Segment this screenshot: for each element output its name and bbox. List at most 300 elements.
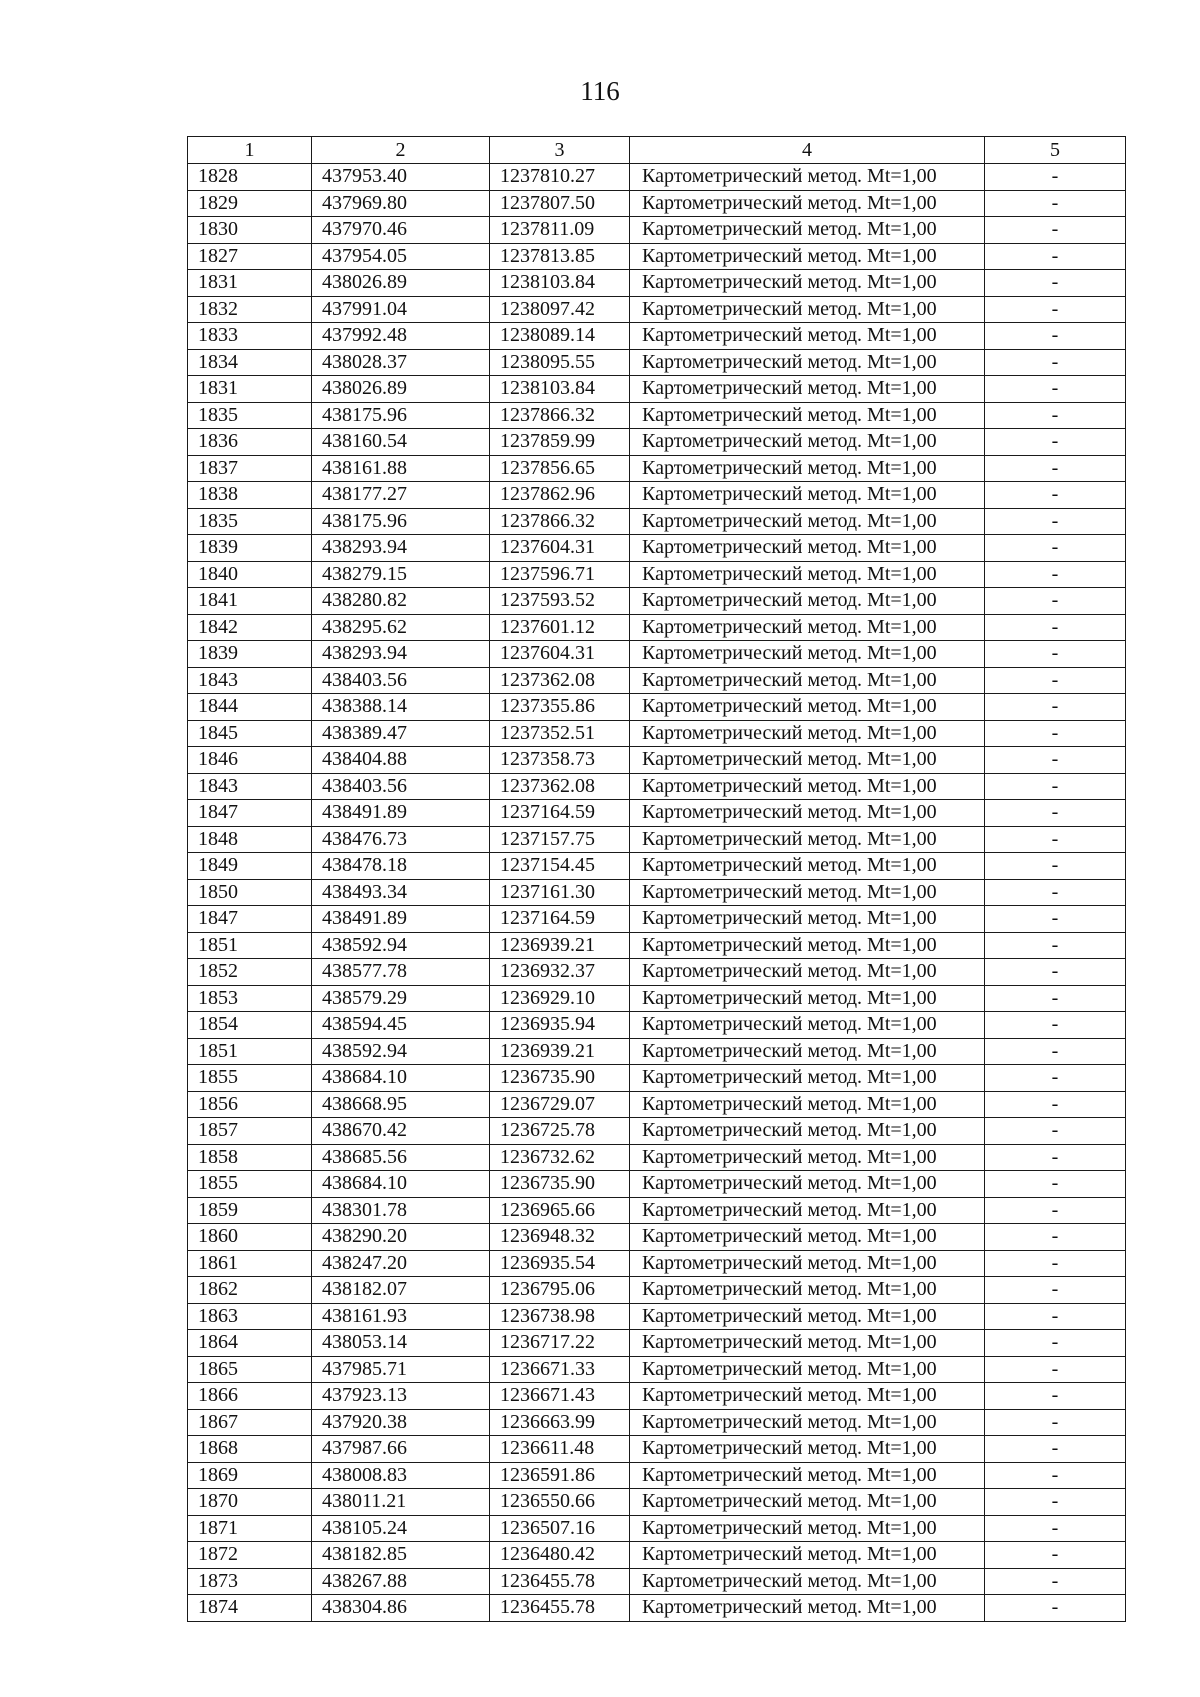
point-number-cell: 1842 [188, 614, 312, 641]
y-coordinate-cell: 1236455.78 [490, 1568, 630, 1595]
method-cell: Картометрический метод. Mt=1,00 [630, 879, 985, 906]
table-row [188, 1515, 1126, 1542]
x-coordinate-cell: 438008.83 [312, 1462, 490, 1489]
y-coordinate-cell: 1236939.21 [490, 932, 630, 959]
y-coordinate-cell: 1237355.86 [490, 694, 630, 721]
point-number-cell: 1869 [188, 1462, 312, 1489]
method-cell: Картометрический метод. Mt=1,00 [630, 1409, 985, 1436]
note-cell: - [985, 1038, 1126, 1065]
point-number-cell: 1833 [188, 323, 312, 350]
note-cell: - [985, 1383, 1126, 1410]
y-coordinate-cell: 1236935.54 [490, 1250, 630, 1277]
point-number-cell: 1860 [188, 1224, 312, 1251]
point-number-cell: 1852 [188, 959, 312, 986]
note-cell: - [985, 164, 1126, 191]
y-coordinate-cell: 1238089.14 [490, 323, 630, 350]
x-coordinate-cell: 438476.73 [312, 826, 490, 853]
x-coordinate-cell: 438011.21 [312, 1489, 490, 1516]
y-coordinate-cell: 1238103.84 [490, 376, 630, 403]
x-coordinate-cell: 438026.89 [312, 270, 490, 297]
x-coordinate-cell: 438592.94 [312, 932, 490, 959]
x-coordinate-cell: 438493.34 [312, 879, 490, 906]
note-cell: - [985, 1595, 1126, 1622]
method-cell: Картометрический метод. Mt=1,00 [630, 1012, 985, 1039]
x-coordinate-cell: 438478.18 [312, 853, 490, 880]
x-coordinate-cell: 437969.80 [312, 190, 490, 217]
y-coordinate-cell: 1236948.32 [490, 1224, 630, 1251]
point-number-cell: 1837 [188, 455, 312, 482]
y-coordinate-cell: 1236507.16 [490, 1515, 630, 1542]
note-cell: - [985, 349, 1126, 376]
x-coordinate-cell: 438293.94 [312, 641, 490, 668]
method-cell: Картометрический метод. Mt=1,00 [630, 1197, 985, 1224]
point-number-cell: 1847 [188, 800, 312, 827]
point-number-cell: 1835 [188, 402, 312, 429]
method-cell: Картометрический метод. Mt=1,00 [630, 1303, 985, 1330]
note-cell: - [985, 1091, 1126, 1118]
x-coordinate-cell: 438279.15 [312, 561, 490, 588]
y-coordinate-cell: 1237164.59 [490, 906, 630, 933]
header-col-3: 3 [490, 137, 630, 164]
table-row [188, 1012, 1126, 1039]
x-coordinate-cell: 438491.89 [312, 906, 490, 933]
table-row [188, 1330, 1126, 1357]
note-cell: - [985, 535, 1126, 562]
note-cell: - [985, 1568, 1126, 1595]
x-coordinate-cell: 438577.78 [312, 959, 490, 986]
x-coordinate-cell: 438304.86 [312, 1595, 490, 1622]
note-cell: - [985, 1277, 1126, 1304]
table-row [188, 376, 1126, 403]
y-coordinate-cell: 1236663.99 [490, 1409, 630, 1436]
note-cell: - [985, 641, 1126, 668]
method-cell: Картометрический метод. Mt=1,00 [630, 1568, 985, 1595]
y-coordinate-cell: 1236732.62 [490, 1144, 630, 1171]
y-coordinate-cell: 1238095.55 [490, 349, 630, 376]
method-cell: Картометрический метод. Mt=1,00 [630, 1383, 985, 1410]
point-number-cell: 1846 [188, 747, 312, 774]
table-row [188, 1197, 1126, 1224]
y-coordinate-cell: 1236455.78 [490, 1595, 630, 1622]
y-coordinate-cell: 1236929.10 [490, 985, 630, 1012]
table-row [188, 1542, 1126, 1569]
point-number-cell: 1843 [188, 667, 312, 694]
y-coordinate-cell: 1236735.90 [490, 1171, 630, 1198]
table-row [188, 720, 1126, 747]
method-cell: Картометрический метод. Mt=1,00 [630, 376, 985, 403]
method-cell: Картометрический метод. Mt=1,00 [630, 243, 985, 270]
y-coordinate-cell: 1237593.52 [490, 588, 630, 615]
x-coordinate-cell: 438267.88 [312, 1568, 490, 1595]
y-coordinate-cell: 1236965.66 [490, 1197, 630, 1224]
note-cell: - [985, 773, 1126, 800]
note-cell: - [985, 1118, 1126, 1145]
table-row [188, 985, 1126, 1012]
x-coordinate-cell: 438028.37 [312, 349, 490, 376]
note-cell: - [985, 959, 1126, 986]
y-coordinate-cell: 1236611.48 [490, 1436, 630, 1463]
method-cell: Картометрический метод. Mt=1,00 [630, 1065, 985, 1092]
point-number-cell: 1840 [188, 561, 312, 588]
y-coordinate-cell: 1238097.42 [490, 296, 630, 323]
y-coordinate-cell: 1237811.09 [490, 217, 630, 244]
page-number: 116 [580, 76, 620, 106]
header-col-4: 4 [630, 137, 985, 164]
method-cell: Картометрический метод. Mt=1,00 [630, 773, 985, 800]
table-row [188, 1224, 1126, 1251]
note-cell: - [985, 1489, 1126, 1516]
method-cell: Картометрический метод. Mt=1,00 [630, 296, 985, 323]
table-row [188, 243, 1126, 270]
x-coordinate-cell: 438403.56 [312, 667, 490, 694]
point-number-cell: 1844 [188, 694, 312, 721]
x-coordinate-cell: 438290.20 [312, 1224, 490, 1251]
table-row [188, 588, 1126, 615]
method-cell: Картометрический метод. Mt=1,00 [630, 1171, 985, 1198]
table-row [188, 747, 1126, 774]
method-cell: Картометрический метод. Mt=1,00 [630, 270, 985, 297]
point-number-cell: 1836 [188, 429, 312, 456]
x-coordinate-cell: 438161.88 [312, 455, 490, 482]
y-coordinate-cell: 1236550.66 [490, 1489, 630, 1516]
note-cell: - [985, 1542, 1126, 1569]
table-row [188, 561, 1126, 588]
note-cell: - [985, 826, 1126, 853]
x-coordinate-cell: 438295.62 [312, 614, 490, 641]
point-number-cell: 1841 [188, 588, 312, 615]
point-number-cell: 1873 [188, 1568, 312, 1595]
y-coordinate-cell: 1237601.12 [490, 614, 630, 641]
y-coordinate-cell: 1237604.31 [490, 535, 630, 562]
method-cell: Картометрический метод. Mt=1,00 [630, 1118, 985, 1145]
point-number-cell: 1855 [188, 1171, 312, 1198]
point-number-cell: 1839 [188, 535, 312, 562]
note-cell: - [985, 482, 1126, 509]
point-number-cell: 1863 [188, 1303, 312, 1330]
y-coordinate-cell: 1236935.94 [490, 1012, 630, 1039]
table-body [188, 164, 1126, 1622]
table-row [188, 164, 1126, 191]
point-number-cell: 1827 [188, 243, 312, 270]
x-coordinate-cell: 438247.20 [312, 1250, 490, 1277]
point-number-cell: 1865 [188, 1356, 312, 1383]
x-coordinate-cell: 438594.45 [312, 1012, 490, 1039]
y-coordinate-cell: 1237866.32 [490, 508, 630, 535]
method-cell: Картометрический метод. Mt=1,00 [630, 1356, 985, 1383]
table-row [188, 694, 1126, 721]
x-coordinate-cell: 438684.10 [312, 1065, 490, 1092]
point-number-cell: 1831 [188, 270, 312, 297]
table-row [188, 482, 1126, 509]
note-cell: - [985, 1515, 1126, 1542]
point-number-cell: 1849 [188, 853, 312, 880]
x-coordinate-cell: 437987.66 [312, 1436, 490, 1463]
note-cell: - [985, 376, 1126, 403]
point-number-cell: 1862 [188, 1277, 312, 1304]
y-coordinate-cell: 1236480.42 [490, 1542, 630, 1569]
table-row [188, 217, 1126, 244]
x-coordinate-cell: 438388.14 [312, 694, 490, 721]
table-row [188, 1118, 1126, 1145]
method-cell: Картометрический метод. Mt=1,00 [630, 1330, 985, 1357]
method-cell: Картометрический метод. Mt=1,00 [630, 588, 985, 615]
x-coordinate-cell: 438685.56 [312, 1144, 490, 1171]
x-coordinate-cell: 438579.29 [312, 985, 490, 1012]
point-number-cell: 1854 [188, 1012, 312, 1039]
point-number-cell: 1857 [188, 1118, 312, 1145]
table-row [188, 906, 1126, 933]
table-row [188, 190, 1126, 217]
y-coordinate-cell: 1236725.78 [490, 1118, 630, 1145]
method-cell: Картометрический метод. Mt=1,00 [630, 164, 985, 191]
table-row [188, 826, 1126, 853]
x-coordinate-cell: 437985.71 [312, 1356, 490, 1383]
method-cell: Картометрический метод. Mt=1,00 [630, 959, 985, 986]
point-number-cell: 1853 [188, 985, 312, 1012]
x-coordinate-cell: 438160.54 [312, 429, 490, 456]
table-row [188, 932, 1126, 959]
note-cell: - [985, 508, 1126, 535]
method-cell: Картометрический метод. Mt=1,00 [630, 826, 985, 853]
point-number-cell: 1864 [188, 1330, 312, 1357]
table-row [188, 349, 1126, 376]
table-row [188, 535, 1126, 562]
point-number-cell: 1829 [188, 190, 312, 217]
point-number-cell: 1850 [188, 879, 312, 906]
method-cell: Картометрический метод. Mt=1,00 [630, 720, 985, 747]
y-coordinate-cell: 1237807.50 [490, 190, 630, 217]
method-cell: Картометрический метод. Mt=1,00 [630, 1144, 985, 1171]
x-coordinate-cell: 438389.47 [312, 720, 490, 747]
method-cell: Картометрический метод. Mt=1,00 [630, 985, 985, 1012]
method-cell: Картометрический метод. Mt=1,00 [630, 906, 985, 933]
table-row [188, 296, 1126, 323]
note-cell: - [985, 906, 1126, 933]
x-coordinate-cell: 438105.24 [312, 1515, 490, 1542]
x-coordinate-cell: 438670.42 [312, 1118, 490, 1145]
method-cell: Картометрический метод. Mt=1,00 [630, 1277, 985, 1304]
y-coordinate-cell: 1237362.08 [490, 667, 630, 694]
note-cell: - [985, 800, 1126, 827]
y-coordinate-cell: 1236735.90 [490, 1065, 630, 1092]
x-coordinate-cell: 438182.85 [312, 1542, 490, 1569]
table-row [188, 614, 1126, 641]
table-row [188, 800, 1126, 827]
method-cell: Картометрический метод. Mt=1,00 [630, 508, 985, 535]
note-cell: - [985, 747, 1126, 774]
method-cell: Картометрический метод. Mt=1,00 [630, 323, 985, 350]
point-number-cell: 1868 [188, 1436, 312, 1463]
table-row [188, 959, 1126, 986]
point-number-cell: 1866 [188, 1383, 312, 1410]
x-coordinate-cell: 437970.46 [312, 217, 490, 244]
y-coordinate-cell: 1237161.30 [490, 879, 630, 906]
table-row [188, 323, 1126, 350]
table-row [188, 508, 1126, 535]
note-cell: - [985, 985, 1126, 1012]
note-cell: - [985, 1144, 1126, 1171]
y-coordinate-cell: 1237596.71 [490, 561, 630, 588]
method-cell: Картометрический метод. Mt=1,00 [630, 1595, 985, 1622]
point-number-cell: 1830 [188, 217, 312, 244]
method-cell: Картометрический метод. Mt=1,00 [630, 217, 985, 244]
point-number-cell: 1832 [188, 296, 312, 323]
note-cell: - [985, 1436, 1126, 1463]
table-row [188, 1038, 1126, 1065]
note-cell: - [985, 296, 1126, 323]
point-number-cell: 1834 [188, 349, 312, 376]
table-row [188, 773, 1126, 800]
table-row [188, 1091, 1126, 1118]
x-coordinate-cell: 438301.78 [312, 1197, 490, 1224]
method-cell: Картометрический метод. Mt=1,00 [630, 641, 985, 668]
note-cell: - [985, 879, 1126, 906]
method-cell: Картометрический метод. Mt=1,00 [630, 482, 985, 509]
x-coordinate-cell: 437954.05 [312, 243, 490, 270]
x-coordinate-cell: 438053.14 [312, 1330, 490, 1357]
note-cell: - [985, 1250, 1126, 1277]
table-row [188, 1489, 1126, 1516]
table-row [188, 1250, 1126, 1277]
point-number-cell: 1838 [188, 482, 312, 509]
point-number-cell: 1872 [188, 1542, 312, 1569]
method-cell: Картометрический метод. Mt=1,00 [630, 1462, 985, 1489]
point-number-cell: 1858 [188, 1144, 312, 1171]
note-cell: - [985, 1303, 1126, 1330]
y-coordinate-cell: 1236729.07 [490, 1091, 630, 1118]
method-cell: Картометрический метод. Mt=1,00 [630, 455, 985, 482]
y-coordinate-cell: 1237813.85 [490, 243, 630, 270]
x-coordinate-cell: 438177.27 [312, 482, 490, 509]
table-row [188, 402, 1126, 429]
table-row [188, 1383, 1126, 1410]
x-coordinate-cell: 437991.04 [312, 296, 490, 323]
note-cell: - [985, 1012, 1126, 1039]
method-cell: Картометрический метод. Mt=1,00 [630, 402, 985, 429]
note-cell: - [985, 217, 1126, 244]
note-cell: - [985, 1065, 1126, 1092]
y-coordinate-cell: 1237157.75 [490, 826, 630, 853]
note-cell: - [985, 588, 1126, 615]
x-coordinate-cell: 437920.38 [312, 1409, 490, 1436]
point-number-cell: 1874 [188, 1595, 312, 1622]
y-coordinate-cell: 1237866.32 [490, 402, 630, 429]
point-number-cell: 1835 [188, 508, 312, 535]
table-row [188, 1436, 1126, 1463]
y-coordinate-cell: 1236738.98 [490, 1303, 630, 1330]
coordinates-table [187, 136, 1126, 1622]
note-cell: - [985, 1171, 1126, 1198]
x-coordinate-cell: 437992.48 [312, 323, 490, 350]
note-cell: - [985, 190, 1126, 217]
note-cell: - [985, 1197, 1126, 1224]
table-row [188, 853, 1126, 880]
x-coordinate-cell: 438491.89 [312, 800, 490, 827]
point-number-cell: 1845 [188, 720, 312, 747]
method-cell: Картометрический метод. Mt=1,00 [630, 1250, 985, 1277]
note-cell: - [985, 1409, 1126, 1436]
table-row [188, 1303, 1126, 1330]
table-row [188, 1568, 1126, 1595]
note-cell: - [985, 1330, 1126, 1357]
table-row [188, 641, 1126, 668]
note-cell: - [985, 243, 1126, 270]
method-cell: Картометрический метод. Mt=1,00 [630, 853, 985, 880]
point-number-cell: 1839 [188, 641, 312, 668]
method-cell: Картометрический метод. Mt=1,00 [630, 429, 985, 456]
method-cell: Картометрический метод. Mt=1,00 [630, 1489, 985, 1516]
x-coordinate-cell: 438592.94 [312, 1038, 490, 1065]
point-number-cell: 1859 [188, 1197, 312, 1224]
note-cell: - [985, 1356, 1126, 1383]
note-cell: - [985, 1462, 1126, 1489]
note-cell: - [985, 561, 1126, 588]
x-coordinate-cell: 438293.94 [312, 535, 490, 562]
x-coordinate-cell: 437923.13 [312, 1383, 490, 1410]
y-coordinate-cell: 1237862.96 [490, 482, 630, 509]
method-cell: Картометрический метод. Mt=1,00 [630, 932, 985, 959]
point-number-cell: 1848 [188, 826, 312, 853]
method-cell: Картометрический метод. Mt=1,00 [630, 747, 985, 774]
table-row [188, 1595, 1126, 1622]
table-row [188, 455, 1126, 482]
method-cell: Картометрический метод. Mt=1,00 [630, 535, 985, 562]
note-cell: - [985, 853, 1126, 880]
note-cell: - [985, 429, 1126, 456]
method-cell: Картометрический метод. Mt=1,00 [630, 800, 985, 827]
method-cell: Картометрический метод. Mt=1,00 [630, 1436, 985, 1463]
note-cell: - [985, 323, 1126, 350]
table-row [188, 1065, 1126, 1092]
point-number-cell: 1855 [188, 1065, 312, 1092]
y-coordinate-cell: 1237164.59 [490, 800, 630, 827]
y-coordinate-cell: 1237604.31 [490, 641, 630, 668]
note-cell: - [985, 455, 1126, 482]
table-row [188, 1171, 1126, 1198]
table-header-row [188, 137, 1126, 164]
method-cell: Картометрический метод. Mt=1,00 [630, 1224, 985, 1251]
x-coordinate-cell: 438161.93 [312, 1303, 490, 1330]
table-row [188, 667, 1126, 694]
table-row [188, 1356, 1126, 1383]
y-coordinate-cell: 1236932.37 [490, 959, 630, 986]
point-number-cell: 1828 [188, 164, 312, 191]
y-coordinate-cell: 1237859.99 [490, 429, 630, 456]
note-cell: - [985, 402, 1126, 429]
y-coordinate-cell: 1236717.22 [490, 1330, 630, 1357]
point-number-cell: 1871 [188, 1515, 312, 1542]
note-cell: - [985, 720, 1126, 747]
y-coordinate-cell: 1237358.73 [490, 747, 630, 774]
point-number-cell: 1861 [188, 1250, 312, 1277]
y-coordinate-cell: 1236939.21 [490, 1038, 630, 1065]
header-col-2: 2 [312, 137, 490, 164]
method-cell: Картометрический метод. Mt=1,00 [630, 561, 985, 588]
x-coordinate-cell: 438403.56 [312, 773, 490, 800]
y-coordinate-cell: 1237856.65 [490, 455, 630, 482]
y-coordinate-cell: 1238103.84 [490, 270, 630, 297]
method-cell: Картометрический метод. Mt=1,00 [630, 694, 985, 721]
method-cell: Картометрический метод. Mt=1,00 [630, 1515, 985, 1542]
y-coordinate-cell: 1236795.06 [490, 1277, 630, 1304]
table-row [188, 429, 1126, 456]
table-row [188, 1409, 1126, 1436]
point-number-cell: 1856 [188, 1091, 312, 1118]
y-coordinate-cell: 1237362.08 [490, 773, 630, 800]
method-cell: Картометрический метод. Mt=1,00 [630, 1038, 985, 1065]
x-coordinate-cell: 437953.40 [312, 164, 490, 191]
x-coordinate-cell: 438175.96 [312, 402, 490, 429]
